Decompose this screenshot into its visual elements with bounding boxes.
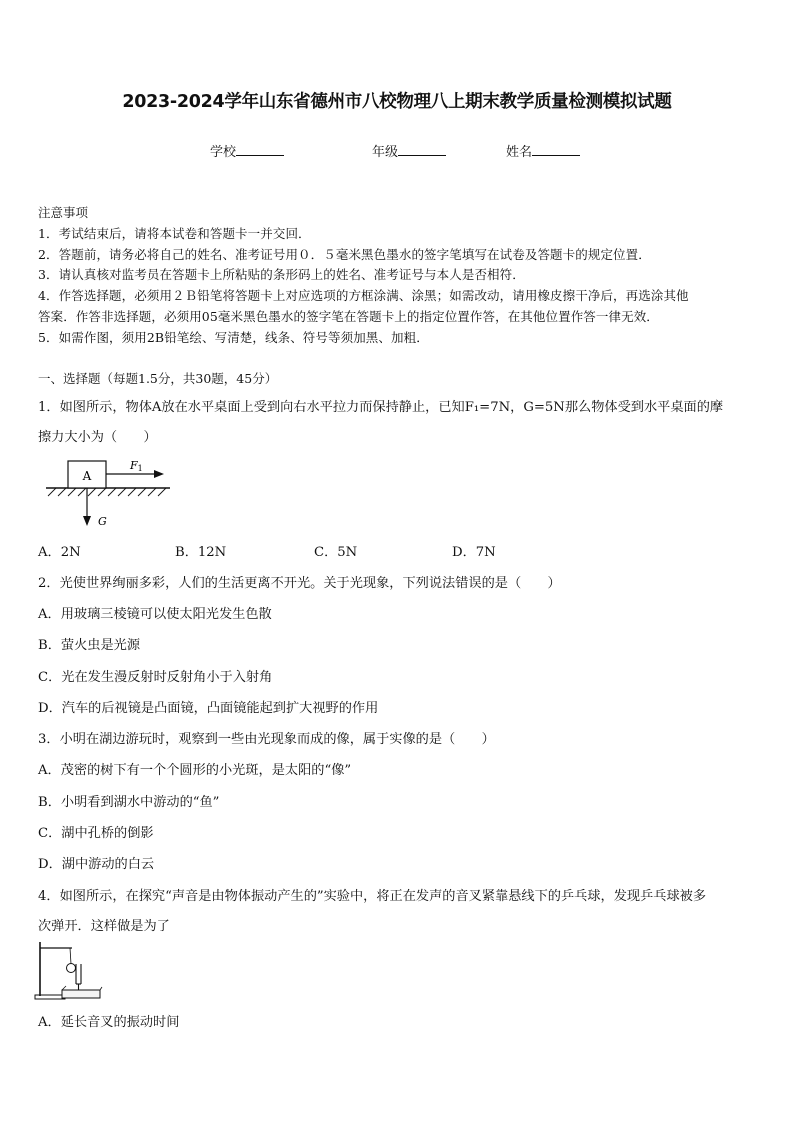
tuning-fork-diagram (32, 940, 104, 1004)
name-field[interactable] (506, 141, 580, 160)
grade-field[interactable] (372, 141, 446, 160)
ping-pong-ball (67, 964, 76, 973)
option[interactable]: B．萤火虫是光源 (38, 638, 141, 653)
school-blank[interactable] (236, 143, 284, 156)
grade-label: 年级 (372, 145, 399, 160)
option[interactable]: C．5N (314, 545, 358, 560)
note-line: 1．考试结束后，请将本试卷和答题卡一并交回． (38, 226, 311, 241)
option[interactable]: D．7N (452, 545, 496, 560)
option[interactable]: C．湖中孔桥的倒影 (38, 826, 154, 841)
question-stem: 1．如图所示，物体A放在水平桌面上受到向右水平拉力而保持静止，已知F₁=7N，G=5N那么物体受到水平桌面的摩 (38, 400, 724, 415)
option[interactable]: A．用玻璃三棱镜可以使太阳光发生色散 (38, 607, 272, 622)
note-line: 答案．作答非选择题，必须用05毫米黑色墨水的签字笔在答题卡上的指定位置作答，在其他位置作答一律无效． (38, 309, 659, 324)
section-heading: 一、选择题（每题1.5分，共30题，45分） (38, 371, 278, 386)
string (70, 948, 71, 964)
question-stem: 次弹开．这样做是为了 (38, 919, 170, 934)
note-line: 2．答题前，请务必将自己的姓名、准考证号用０．５毫米黑色墨水的签字笔填写在试卷及答题卡的规定位置． (38, 247, 651, 262)
force-arrow-head (154, 470, 164, 478)
question-stem: 3．小明在湖边游玩时，观察到一些由光现象而成的像，属于实像的是（ ） (38, 732, 495, 747)
force-label: F1 (130, 459, 143, 473)
option[interactable]: A．延长音叉的振动时间 (38, 1015, 180, 1030)
resonance-box (62, 990, 100, 998)
question-stem: 擦力大小为（ ） (38, 430, 157, 445)
page-title: 2023-2024学年山东省德州市八校物理八上期末教学质量检测模拟试题 (122, 92, 672, 112)
note-line: 3．请认真核对监考员在答题卡上所粘贴的条形码上的姓名、准考证号与本人是否相符． (38, 267, 525, 282)
option[interactable]: A．2N (38, 545, 81, 560)
note-line: 5．如需作图，须用2B铅笔绘、写清楚，线条、符号等须加黑、加粗． (38, 330, 429, 345)
school-label: 学校 (210, 145, 237, 160)
note-line: 4．作答选择题，必须用２Ｂ铅笔将答题卡上对应选项的方框涂满、涂黑；如需改动，请用橡皮擦干净后，再选涂其他 (38, 288, 689, 303)
option[interactable]: D．汽车的后视镜是凸面镜，凸面镜能起到扩大视野的作用 (38, 701, 379, 716)
gravity-label: G (98, 515, 107, 528)
question-stem: 2．光使世界绚丽多彩，人们的生活更离不开光。关于光现象，下列说法错误的是（ ） (38, 576, 561, 591)
school-field[interactable] (210, 141, 284, 160)
option[interactable]: C．光在发生漫反射时反射角小于入射角 (38, 670, 273, 685)
block-label: A (82, 469, 92, 483)
table-hatching (48, 488, 166, 496)
grade-blank[interactable] (398, 143, 446, 156)
notes-heading: 注意事项 (38, 205, 89, 220)
gravity-arrow-head (83, 516, 91, 526)
name-label: 姓名 (506, 145, 533, 160)
option[interactable]: D．湖中游动的白云 (38, 857, 155, 872)
force-diagram (40, 452, 180, 534)
name-blank[interactable] (532, 143, 580, 156)
option[interactable]: B．小明看到湖水中游动的“鱼” (38, 795, 220, 810)
option[interactable]: A．茂密的树下有一个个圆形的小光斑，是太阳的“像” (38, 763, 352, 778)
question-stem: 4．如图所示，在探究“声音是由物体振动产生的”实验中，将正在发声的音叉紧靠悬线下的乒乓球，发现乒乓球被多 (38, 889, 707, 904)
option[interactable]: B．12N (175, 545, 227, 560)
